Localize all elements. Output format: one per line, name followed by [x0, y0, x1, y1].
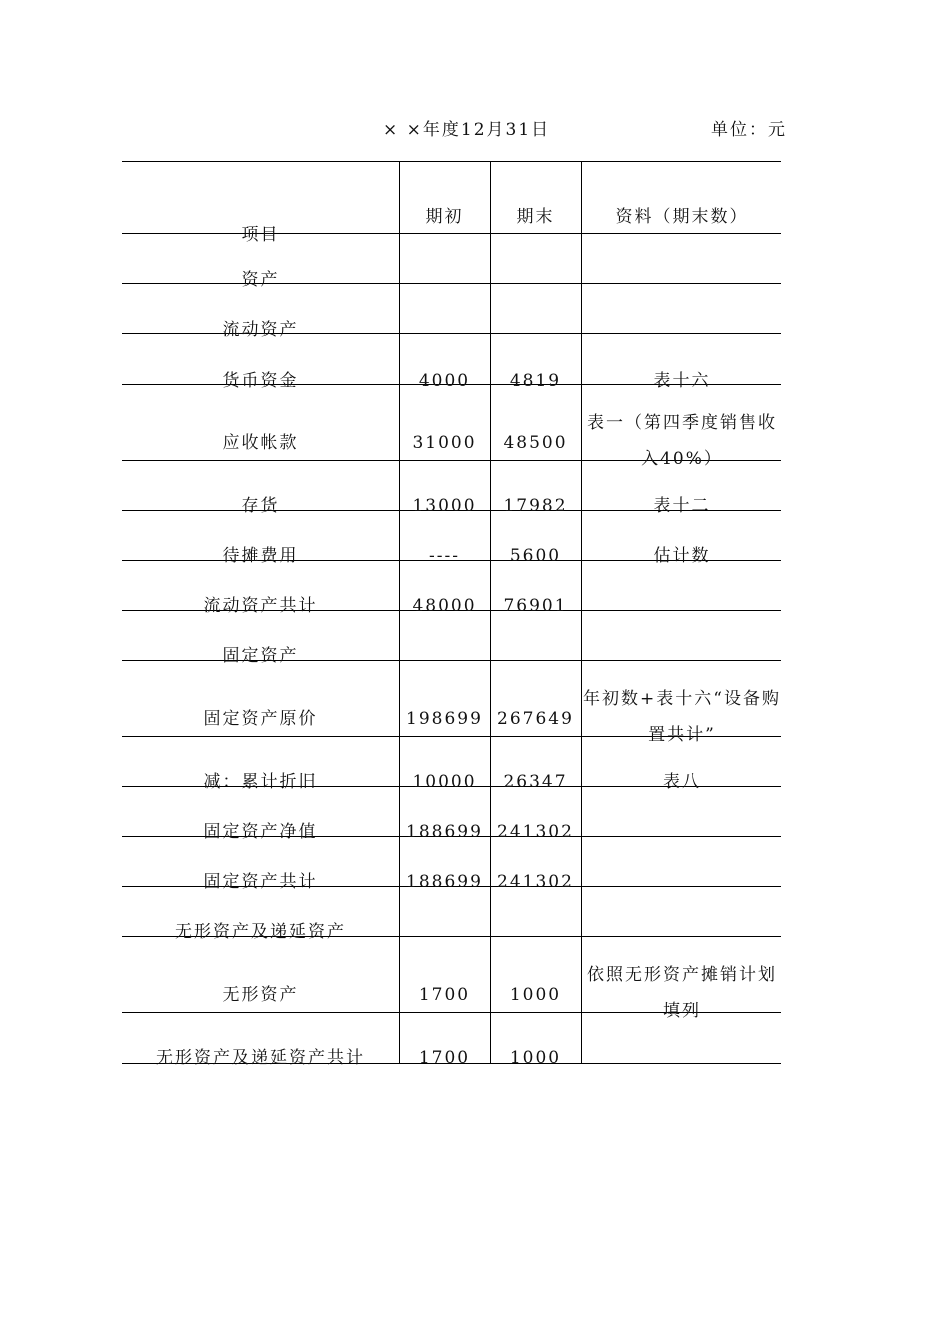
row-end-value: 26347 [503, 772, 568, 792]
row-source: 年初数+表十六“设备购置共计” [583, 689, 781, 745]
column-header-item: 项目 [241, 225, 280, 245]
column-header-source: 资料（期末数） [615, 207, 749, 227]
column-header-end: 期末 [516, 207, 555, 227]
row-source: 依照无形资产摊销计划填列 [587, 965, 777, 1021]
row-source: 表八 [663, 772, 701, 792]
row-begin-value: 10000 [412, 772, 477, 792]
row-source: 表一（第四季度销售收入40%） [587, 413, 777, 469]
row-begin-value: 188699 [406, 822, 483, 842]
row-end-value: 48500 [503, 433, 568, 453]
row-end-value: 17982 [503, 496, 568, 516]
row-begin-value: 1700 [418, 985, 471, 1005]
row-end-value: 241302 [497, 872, 574, 892]
row-item: 流动资产共计 [203, 596, 318, 616]
row-item: 无形资产及递延资产共计 [156, 1048, 365, 1068]
row-source: 估计数 [653, 546, 711, 566]
table-top-border [122, 161, 781, 162]
row-begin-value: 31000 [412, 433, 477, 453]
row-end-value: 267649 [497, 709, 574, 729]
row-begin-value: 1700 [418, 1048, 471, 1068]
row-begin-value: 198699 [406, 709, 483, 729]
row-item: 应收帐款 [222, 433, 299, 453]
row-item: 待摊费用 [222, 546, 299, 566]
row-item: 无形资产及递延资产 [175, 922, 346, 942]
row-end-value: 1000 [509, 1048, 562, 1068]
row-item: 资产 [241, 270, 280, 290]
row-end-value: 4819 [509, 371, 562, 391]
row-item: 无形资产 [222, 985, 299, 1005]
row-item: 存货 [241, 496, 280, 516]
row-begin-value: 13000 [412, 496, 477, 516]
report-date: × ×年度12月31日 [383, 120, 551, 140]
row-end-value: 241302 [497, 822, 574, 842]
row-item: 减：累计折旧 [203, 772, 318, 792]
row-begin-value: 4000 [418, 371, 471, 391]
report-unit: 单位：元 [711, 120, 787, 140]
row-end-value: 1000 [509, 985, 562, 1005]
row-source: 表十二 [653, 496, 711, 516]
row-end-value: 76901 [503, 596, 568, 616]
row-item: 流动资产 [222, 320, 299, 340]
column-divider [581, 161, 582, 1064]
row-end-value: 5600 [509, 546, 562, 566]
row-item: 固定资产共计 [203, 872, 318, 892]
row-begin-value: ---- [429, 546, 460, 566]
row-begin-value: 188699 [406, 872, 483, 892]
row-item: 固定资产原价 [203, 709, 318, 729]
row-source: 表十六 [653, 371, 711, 391]
row-item: 固定资产 [222, 646, 299, 666]
row-begin-value: 48000 [412, 596, 477, 616]
column-header-begin: 期初 [425, 207, 464, 227]
row-item: 固定资产净值 [203, 822, 318, 842]
row-item: 货币资金 [222, 371, 299, 391]
